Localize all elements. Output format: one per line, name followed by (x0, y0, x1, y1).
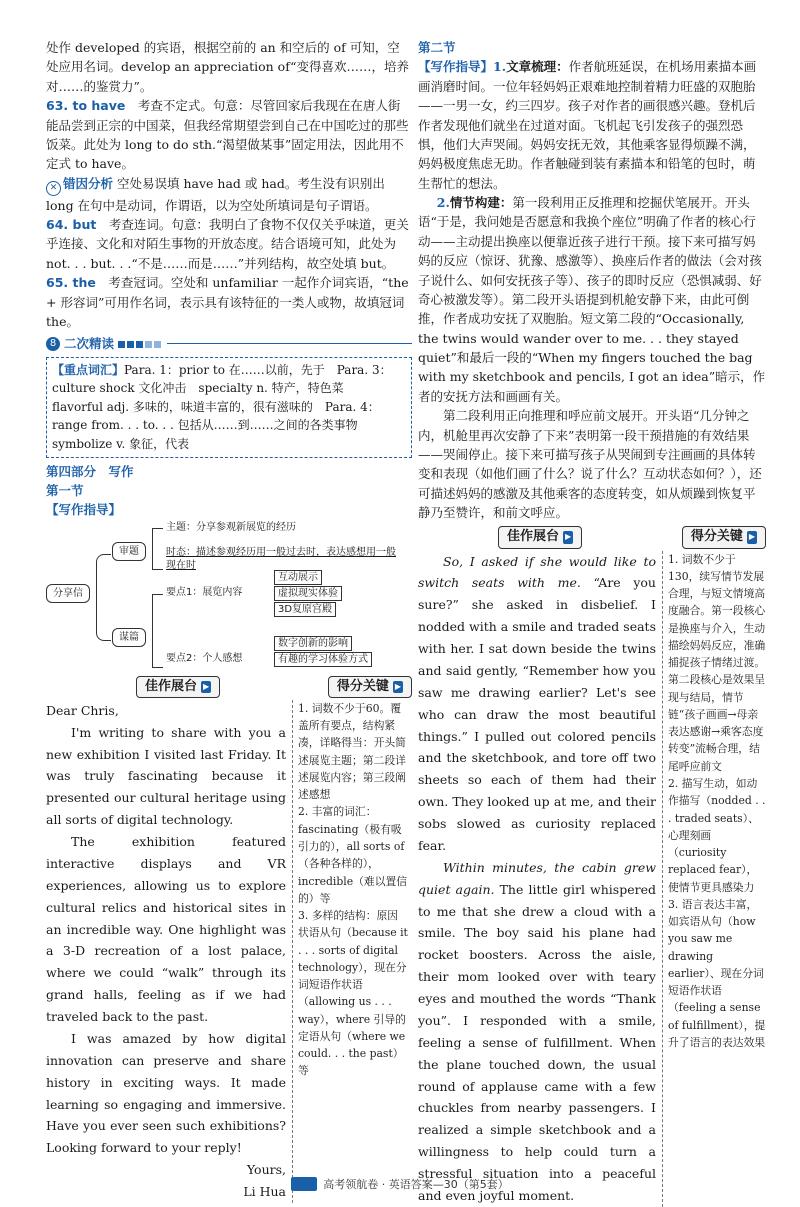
mind-map-item: 有趣的学习体验方式 (274, 652, 372, 668)
story-para-2-lead: Within minutes, the cabin grew quiet again. (418, 859, 656, 897)
mind-map-point1: 要点1：展览内容 (166, 586, 243, 598)
keys-label: 得分关键 (690, 529, 743, 545)
answer-64-text: 考查连词。句意：我明白了食物不仅仅关乎味道，更关乎连接、文化和对陌生事物的开放态度。结合语境可知，此处为 not. . . but. . .“不是……而是……”并列结构，故空处填 but。 (46, 217, 409, 271)
letter-para-1: I'm writing to share with you a new exhibition I visited last Friday. It was truly fascinating because it presented our cultural heritage using all sorts of digital technology. (46, 724, 286, 828)
writing-guide-2: 【写作指导】 (418, 59, 494, 75)
x-circle-icon: ✕ (46, 181, 61, 196)
left-column (46, 38, 412, 1203)
letter-signature: Li Hua (243, 1184, 286, 1200)
decorative-squares-icon (118, 334, 163, 353)
mind-map-item: 虚拟现实体验 (274, 586, 342, 602)
showcase-header-1 (46, 676, 412, 698)
showcase-badge (498, 526, 582, 548)
vocab-box (46, 357, 412, 458)
scoring-notes-2: 1. 词数不少于130，续写情节发展合理，与短文情境高度融合。第一段核心是换座与介入，生动描绘妈妈反应，准确捕捉孩子情绪过渡。第二段核心是效果呈现与结局，情节链“孩子画画→母亲表达感谢→乘客态度转变”流畅合理，结尾呼应前文 2. 描写生动，如动作描写（nodded . . . traded seats）、心理刻画（curiosity replaced fear），使情节更具感染力 3. 语言表达丰富，如宾语从句（how you saw me drawing earlier）、现在分词短语作状语（feeling a sense of fulfillment），提升了语言的表达效果 (662, 551, 766, 1207)
section2-title: 第二节 (418, 40, 456, 55)
mind-map-connector (152, 528, 163, 570)
mind-map-connector (96, 554, 111, 641)
showcase-badge (136, 676, 220, 698)
letter-closing: Yours, (246, 1162, 286, 1178)
section1-title: 第一节 (46, 482, 84, 498)
mind-map-tense: 时态：描述参观经历用一般过去时，表达感想用一般现在时 (166, 546, 396, 572)
letter-para-2: The exhibition featured interactive displays and VR experiences, allowing us to explore cultural relics and historical sites in an incredible way. One highlight was a 3-D recreation of a lost palace, where we could “walk” through its grand halls, feeling as if we had traveled back to the past. (46, 834, 286, 1025)
answer-63-text: 考查不定式。句意：尽管回家后我现在在唐人街能品尝到正宗的中国菜，但我经常期望尝到自己在中国吃过的那些饭菜。此处为 long to do sth.“渴望做某事”固定用法，因此用不定式 to have。 (46, 98, 409, 172)
showcase-header-2 (418, 526, 766, 548)
mind-map-kepian: 谋篇 (112, 628, 146, 648)
footer-text: 高考领航卷 · 英语答案—30（第5套） (323, 1177, 509, 1191)
answer-65 (46, 273, 412, 331)
mind-map (46, 521, 412, 672)
story-para-1-lead: So, I asked if she would like to switch seats with me. (418, 553, 656, 591)
part4-title: 第四部分 写作 (46, 463, 134, 479)
guide-2-num: 2. (436, 195, 450, 210)
story-para-2-body: The little girl whispered to me that she drew a cloud with a smile. The boy said his plane had rocket boosters. Across the aisle, their mom looked over with teary eyes and mouthed the words “Thank you”. I responded with a smile, feeling a sense of fulfillment. When the plane touched down, the usual round of applause came with a few chuckles from nearby passengers. I realized a simple sketchbook and a willingness to help could turn a stressful situation into a peaceful and even joyful moment. (418, 881, 656, 1203)
guide-2-title: 情节构建： (449, 195, 513, 210)
mind-map-item: 3D复原宫殿 (274, 602, 336, 618)
story-para-1-body: “Are you sure?” she asked in disbelief. I nodded with a smile and traded seats with her. I sat down beside the twins and said gently, “Remember how you saw me drawing earlier? Let's see who can draw the most beautiful things.” I pulled out colored pencils and the sketchbook, and tore off two sheets so each of them had their own. They looked up at me, and their sobs slowed as curiosity replaced fear. (418, 575, 656, 853)
reread-header (46, 334, 412, 353)
letter-para-3: I was amazed by how digital innovation can preserve and share history in exciting ways. It made learning so engaging and immersive. Have you ever seen such exhibitions? Looking forward to your reply! (46, 1030, 286, 1156)
error-analysis-text: 空处易误填 have had 或 had。考生没有识别出 long 在句中是动词，作谓语，以为空处所填词是句子谓语。 (46, 175, 385, 213)
play-icon: ▶ (393, 681, 403, 693)
error-analysis-63 (46, 174, 412, 215)
model-continuation (418, 551, 656, 1207)
divider (167, 343, 412, 344)
publisher-logo (291, 1177, 317, 1191)
answer-64 (46, 215, 412, 273)
guide-1-num: 1. (493, 59, 507, 75)
guide-1-title: 文章梳理： (506, 59, 569, 75)
keys-badge (682, 526, 766, 548)
guide-2-text: 第一段利用正反推理和挖掘伏笔展开。开头语“于是，我问她是否愿意和我换个座位”明确了作者的核心行动——主动提出换座以便靠近孩子进行干预。接下来可描写妈妈的反应（惊讶、犹豫、感激等）、换座后作者的做法（会对孩子说什么、如何安抚孩子等）、孩子的即时反应（恐惧减弱、好奇心被激发等）。第二段开头语提到机舱安静下来，由此可倒推，作者成功安抚了双胞胎。短文第二段的“Occasionally, the twins would wander over to me. . . they stayed quiet”和最后一段的“When my fingers touched the bag with my sketchbook and pencils, I got an idea”暗示，作者的安抚方法和画画有关。 (418, 195, 766, 404)
answer-65-key: 65. the (46, 275, 96, 291)
scoring-notes-1: 1. 词数不少于60。覆盖所有要点，结构紧凑，详略得当：开头简述展览主题；第二段详述展览内容；第三段阐述感想 2. 丰富的词汇：fascinating（极有吸引力的），all sorts of（各种各样的），incredible（难以置信的）等 3. 多样的结构：原因状语从句（because it . . . sorts of digital technology），现在分词短语作状语（allowing us . . . way），where 引导的定语从句（where we could. . . the past）等 (292, 700, 408, 1203)
answer-63 (46, 96, 412, 174)
play-icon: ▶ (747, 531, 757, 543)
answer-62-tail: 处作 developed 的宾语，根据空前的 an 和空后的 of 可知，空处应用名词。develop an appreciation of“变得喜欢……，培养对……的鉴赏力”。 (46, 40, 409, 94)
answer-63-key: 63. to have (46, 98, 126, 114)
mind-map-item: 数字创新的影响 (274, 636, 352, 652)
keys-badge (328, 676, 412, 698)
writing-guide-1: 【写作指导】 (46, 502, 122, 518)
mind-map-point2: 要点2：个人感想 (166, 652, 243, 664)
story-section (418, 551, 766, 1207)
answer-65-text: 考查冠词。空处和 unfamiliar 一起作介词宾语，“the + 形容词”可用作名词，表示具有该特征的一类人或物，故填冠词 the。 (46, 275, 409, 329)
showcase-label: 佳作展台 (507, 529, 560, 545)
right-column (418, 38, 766, 1207)
story-para-2 (418, 857, 656, 1207)
letter-greeting: Dear Chris, (46, 702, 119, 718)
keys-label: 得分关键 (336, 678, 389, 694)
play-icon: ▶ (563, 531, 573, 543)
play-icon: ▶ (201, 681, 211, 693)
page-footer (0, 1176, 800, 1193)
mind-map-theme: 主题：分享参观新展览的经历 (166, 521, 296, 533)
mind-map-shenti: 审题 (112, 542, 146, 562)
mind-map-item: 互动展示 (274, 570, 322, 586)
guide-1-text: 作者航班延误，在机场用素描本画画消磨时间。一位年轻妈妈正艰难地控制着精力旺盛的双胞胎——一男一女，约三四岁。孩子对作者的画很感兴趣。登机后作者发现他们就坐在过道对面。飞机起飞引发孩子的强烈恐惧，他们大声哭闹。妈妈安抚无效，其他乘客显得烦躁不满，妈妈极度焦虑无助。作者触碰到装有素描本和铅笔的包时，萌生帮忙的想法。 (418, 59, 757, 191)
reread-title: 二次精读 (64, 336, 115, 352)
letter-section (46, 700, 412, 1203)
showcase-label: 佳作展台 (145, 678, 198, 694)
guide-1 (418, 57, 766, 193)
error-analysis-label: 错因分析 (63, 175, 114, 191)
guide-3: 第二段利用正向推理和呼应前文展开。开头语“几分钟之内，机舱里再次安静了下来”表明第一段干预措施的有效结果——哭闹停止。接下来可描写孩子从哭闹到专注画画的具体转变和表现（如他们画了什么？说了什么？互动状态如何？），还可描述妈妈的感激及其他乘客的态度转变，如从烦躁到恢复平静乃至赞许，和前文呼应。 (418, 408, 762, 520)
reread-badge: 8 (46, 337, 60, 351)
vocab-text: Para. 1：prior to 在……以前，先于 Para. 3：culture shock 文化冲击 specialty n. 特产，特色菜 flavorful adj. 多味的，味道丰富的，很有滋味的 Para. 4：range from. . . to. . . 包括从……到……之间的各类事物 symbolize v. 象征，代表 (52, 362, 392, 451)
answer-64-key: 64. but (46, 217, 97, 232)
mind-map-root: 分享信 (46, 584, 90, 604)
model-letter (46, 700, 286, 1203)
mind-map-connector (152, 594, 163, 668)
story-para-1 (418, 551, 656, 857)
guide-2 (418, 193, 766, 406)
vocab-label: 【重点词汇】 (52, 362, 125, 377)
